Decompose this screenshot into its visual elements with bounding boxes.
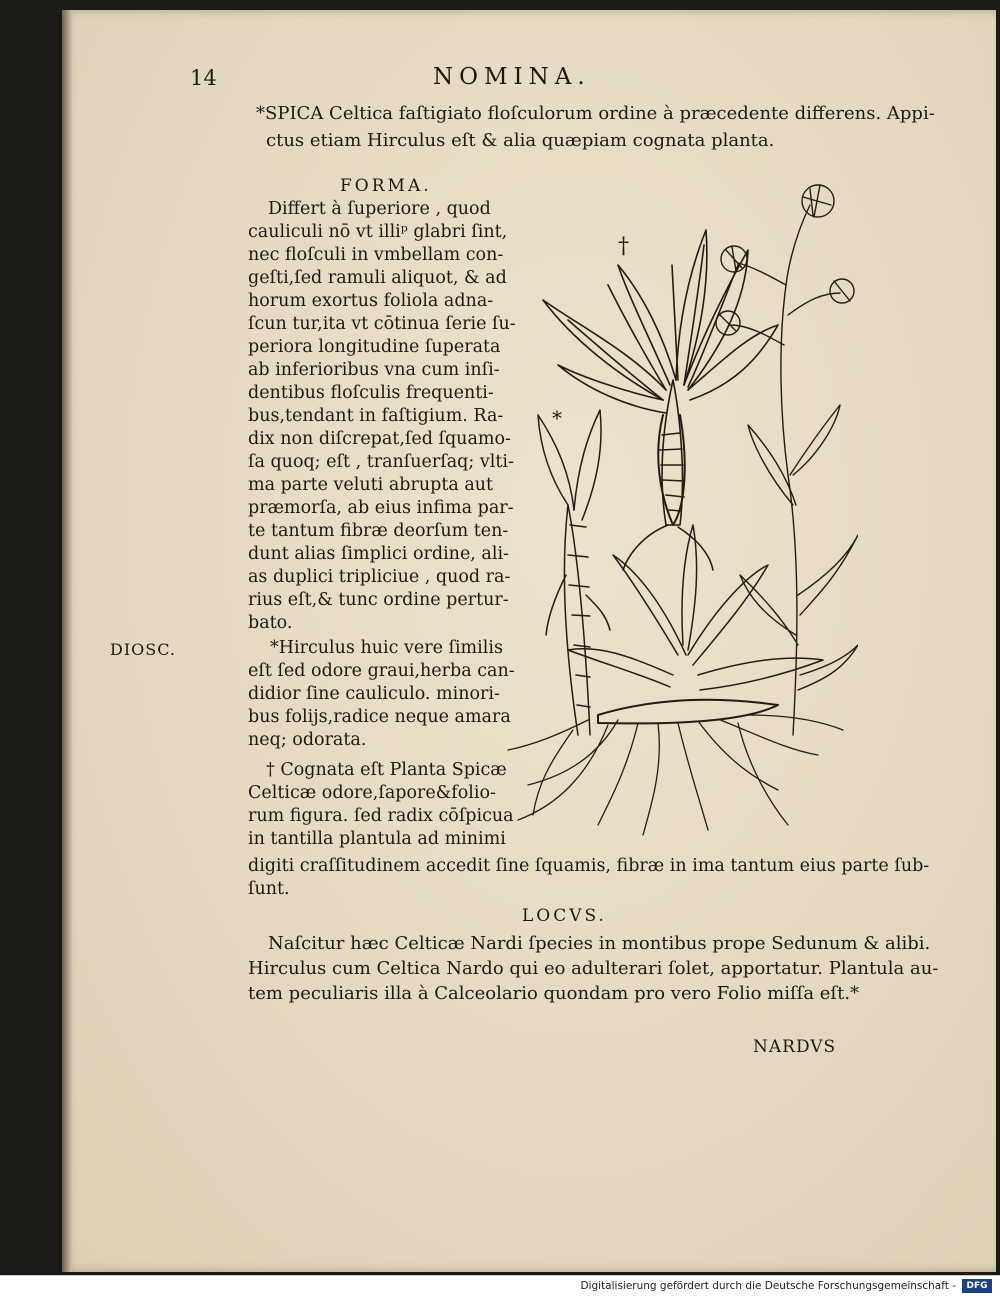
locus-line: Naſcitur hæc Celticæ Nardi ſpecies in montibus prope Sedunum & alibi. <box>268 933 931 954</box>
page-number: 14 <box>190 66 217 90</box>
forma-line: cauliculi nō vt illiᵖ glabri ſint, <box>248 222 508 242</box>
forma-line: ſcun tur,ita vt cōtinua ſerie ſu- <box>248 314 516 334</box>
hirculus-line: eſt ſed odore graui,herba can- <box>248 661 515 681</box>
catchword: NARDVS <box>753 1037 837 1057</box>
hirculus-line: *Hirculus huic vere ſimilis <box>270 638 503 658</box>
forma-line: bus,tendant in faſtigium. Ra- <box>248 406 504 426</box>
section-heading-forma: FORMA. <box>340 176 432 196</box>
locus-line: tem peculiaris illa à Calceolario quondam pro vero Folio miſſa eſt.* <box>248 983 860 1004</box>
cognata-line: Celticæ odore,ſapore&folio- <box>248 783 496 803</box>
forma-line: nec floſculi in vmbellam con- <box>248 245 504 265</box>
digitization-footer <box>0 1275 1000 1298</box>
page-binding-shadow <box>62 10 72 1272</box>
cognata-line: digiti craſſitudinem accedit ſine ſquamis, fibræ in ima tantum eius parte ſub- <box>248 856 930 876</box>
cognata-line: rum figura. ſed radix cōſpicua <box>248 806 514 826</box>
running-head: NOMINA. <box>433 64 591 90</box>
forma-line: ma parte veluti abrupta aut <box>248 475 494 495</box>
forma-line: dentibus floſculis frequenti- <box>248 383 494 403</box>
cognata-line: ſunt. <box>248 879 290 899</box>
forma-line: rius eſt,& tunc ordine pertur- <box>248 590 509 610</box>
cognata-line: † Cognata eſt Planta Spicæ <box>266 760 507 780</box>
section-heading-locus: LOCVS. <box>522 906 607 926</box>
forma-line: dix non diſcrepat,ſed ſquamo- <box>248 429 511 449</box>
figure-mark-asterisk: * <box>552 406 562 430</box>
margin-note: DIOSC. <box>110 640 176 659</box>
forma-line: as duplici tripliciue , quod ra- <box>248 567 511 587</box>
hirculus-line: neq; odorata. <box>248 730 367 750</box>
footer-credit-text: Digitalisierung gefördert durch die Deutsche Forschungsgemeinschaft - <box>580 1280 956 1292</box>
forma-line: te tantum fibræ deorſum ten- <box>248 521 509 541</box>
intro-line: *SPICA Celtica faſtigiato floſculorum ordine à præcedente differens. Appi- <box>256 103 935 124</box>
forma-line: ſa quoq; eſt , tranſuerſaq; vlti- <box>248 452 514 472</box>
intro-line: ctus etiam Hirculus eſt & alia quæpiam cognata planta. <box>266 130 775 151</box>
figure-mark-dagger: † <box>618 234 629 259</box>
locus-line: Hirculus cum Celtica Nardo qui eo adulterari ſolet, apportatur. Plantula au- <box>248 958 939 979</box>
forma-line: geſti,ſed ramuli aliquot, & ad <box>248 268 507 288</box>
hirculus-line: bus folijs,radice neque amara <box>248 707 511 727</box>
lower-leaves <box>568 525 823 690</box>
plant-woodcut-illustration <box>448 175 858 845</box>
forma-line: horum exortus foliola adna- <box>248 291 494 311</box>
forma-line: præmorſa, ab eius infima par- <box>248 498 514 518</box>
forma-line: Differt à ſuperiore , quod <box>268 199 491 219</box>
forma-line: bato. <box>248 613 293 633</box>
left-plant <box>538 410 610 735</box>
forma-line: periora longitudine ſuperata <box>248 337 501 357</box>
central-plant <box>543 230 778 570</box>
forma-line: ab inferioribus vna cum inſi- <box>248 360 500 380</box>
root-system <box>508 700 843 835</box>
hirculus-line: didior ſine cauliculo. minori- <box>248 684 500 704</box>
cognata-line: in tantilla plantula ad minimi <box>248 829 506 849</box>
forma-line: dunt alias ſimplici ordine, ali- <box>248 544 509 564</box>
dfg-logo[interactable]: DFG <box>962 1279 992 1293</box>
